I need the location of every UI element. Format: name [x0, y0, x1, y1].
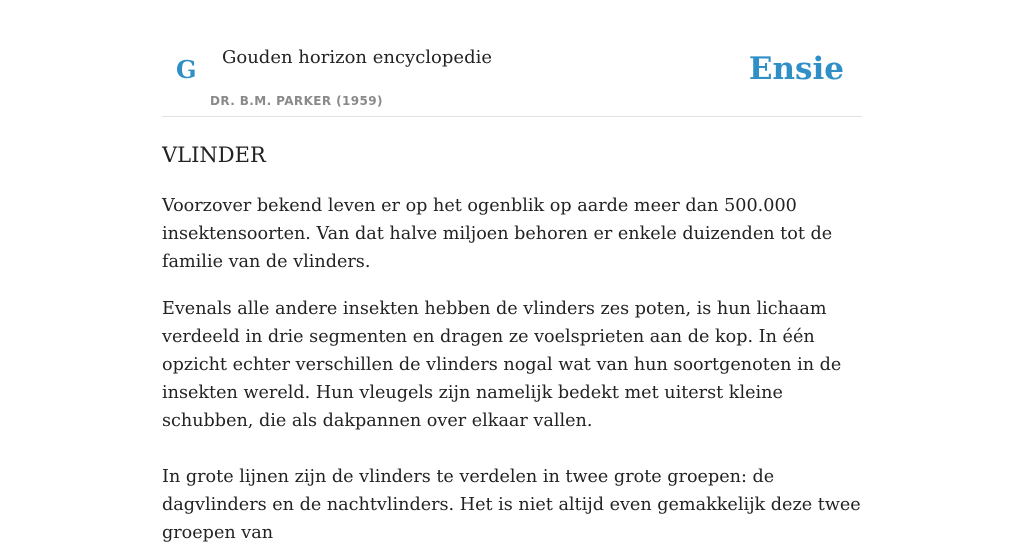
source-header: [162, 0, 862, 117]
book-title[interactable]: Gouden horizon encyclopedie: [222, 47, 492, 68]
article-body: [162, 139, 862, 547]
article-paragraph-1: Voorzover bekend leven er op het ogenblik op aarde meer dan 500.000 insektensoorten. Van dat halve miljoen behoren er enkele duizenden tot de familie van de vlinders.: [162, 196, 833, 272]
article-paragraph-3: In grote lijnen zijn de vlinders te verdelen in twee grote groepen: de dagvlinders en de nachtvlinders. Het is niet altijd even gemakkelijk deze twee groepen van: [162, 467, 861, 543]
article-paragraph-2: Evenals alle andere insekten hebben de vlinders zes poten, is hun lichaam verdeeld in drie segmenten en dragen ze voelsprieten aan de kop. In één opzicht echter verschillen de vlinders nogal wat van hun soortgenoten in de insekten wereld. Hun vleugels zijn namelijk bedekt met uiterst kleine schubben, die als dakpannen over elkaar vallen.: [162, 299, 842, 431]
article-headword: VLINDER: [162, 143, 266, 167]
ensie-logo[interactable]: Ensie: [748, 51, 844, 87]
book-logo-link[interactable]: G: [176, 55, 197, 84]
book-author: DR. B.M. PARKER (1959): [210, 94, 383, 108]
